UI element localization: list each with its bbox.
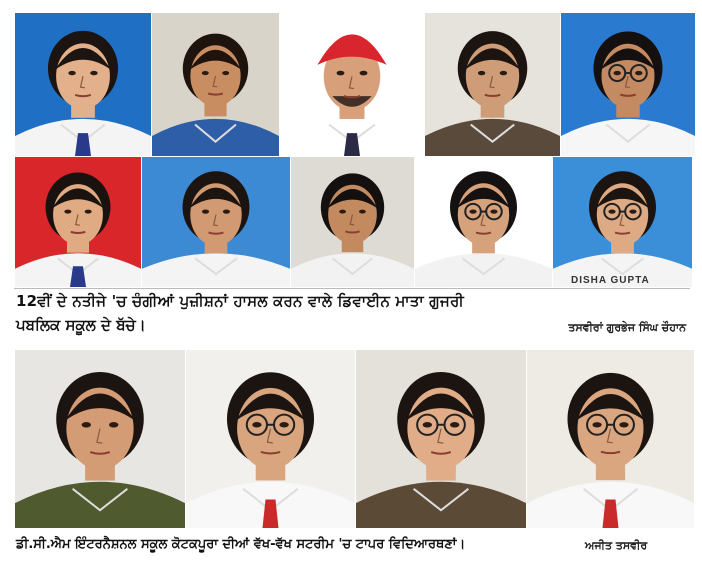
topper-photo-4 [527, 350, 694, 528]
divider-top [14, 288, 690, 289]
student-photo-row1-3 [280, 13, 424, 156]
student-photo-row1-2 [152, 13, 279, 156]
student-photo-row2-3 [291, 157, 414, 287]
student-photo-row2-1 [15, 157, 141, 287]
topper-photo-3 [356, 350, 526, 528]
photo-credit-one: ਤਸਵੀਰਾਂ ਗੁਰਭੇਜ ਸਿੰਘ ਚੌਹਾਨ [568, 321, 686, 334]
student-photo-row2-5 [553, 157, 692, 287]
caption-dcm: ਡੀ.ਸੀ.ਐਮ ਇੰਟਰਨੈਸ਼ਨਲ ਸਕੂਲ ਕੋਟਕਪੂਰਾ ਦੀਆਂ ਵੱਖ-ਵੱਖ ਸਟਰੀਮ 'ਚ ਟਾਪਰ ਵਿਦਿਆਰਥਣਾਂ। [16, 537, 466, 552]
student-photo-row1-1 [15, 13, 151, 156]
student-photo-row1-5 [561, 13, 695, 156]
student-photo-row2-2 [142, 157, 290, 287]
caption-line-1: 12ਵੀਂ ਦੇ ਨਤੀਜੇ 'ਚ ਚੰਗੀਆਂ ਪੁਜ਼ੀਸ਼ਨਾਂ ਹਾਸਲ ਕਰਨ ਵਾਲੇ ਡਿਵਾਈਨ ਮਾਤਾ ਗੁਜਰੀ [16, 292, 464, 310]
photo-credit-two: ਅਜੀਤ ਤਸਵੀਰ [585, 539, 648, 552]
caption-line-2: ਪਬਲਿਕ ਸਕੂਲ ਦੇ ਬੱਚੇ। [16, 316, 146, 334]
student-photo-row2-4 [415, 157, 552, 287]
topper-photo-1 [15, 350, 185, 528]
photo-watermark: DISHA GUPTA [571, 275, 650, 286]
topper-photo-2 [186, 350, 355, 528]
student-photo-row1-4 [425, 13, 560, 156]
